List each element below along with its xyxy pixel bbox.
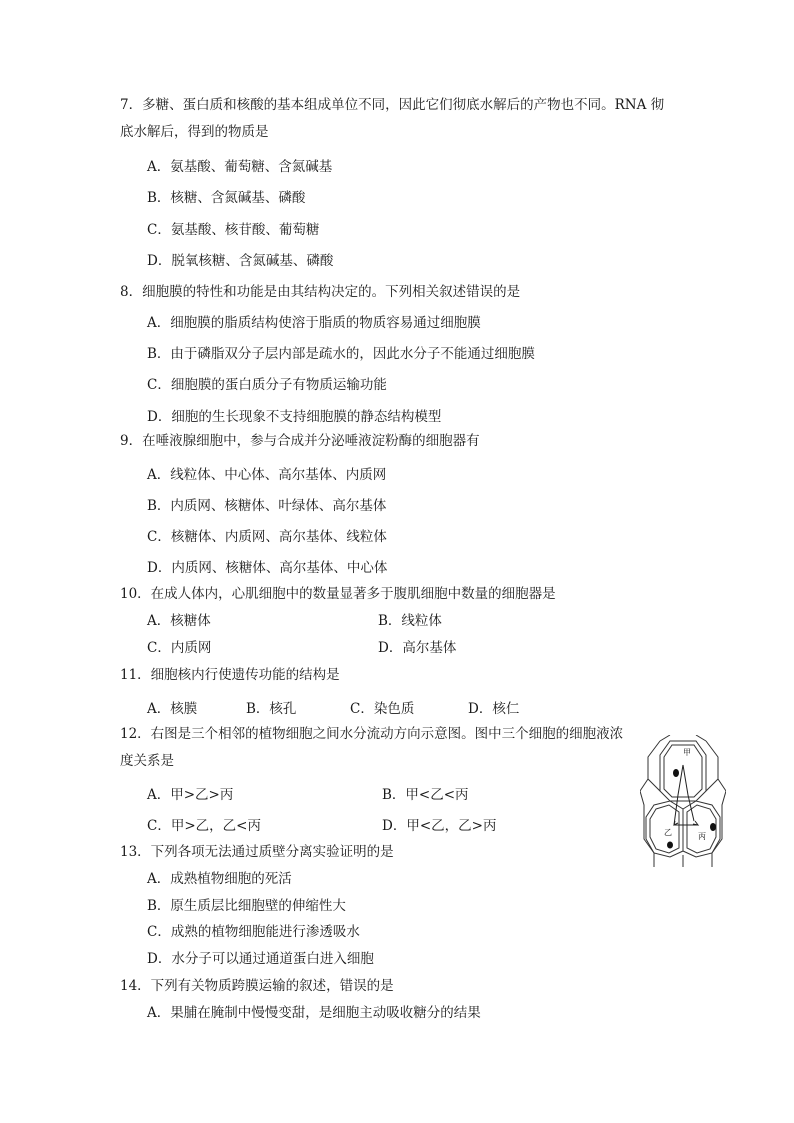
option-c: C．氨基酸、核苷酸、葡萄糖: [147, 222, 320, 238]
option-d: D．水分子可以通过通道蛋白进入细胞: [147, 951, 374, 967]
option-d: D．脱氧核糖、含氮碱基、磷酸: [147, 253, 334, 269]
option-b: B．核糖、含氮碱基、磷酸: [147, 190, 306, 206]
option-a: A．核糖体: [147, 613, 211, 629]
option-d: D．内质网、核糖体、高尔基体、中心体: [147, 560, 388, 576]
figure-label-jia: 甲: [683, 748, 691, 757]
option-d: D．高尔基体: [378, 640, 457, 656]
option-a: A．氨基酸、葡萄糖、含氮碱基: [147, 159, 333, 175]
question-stem: 14．下列有关物质跨膜运输的叙述，错误的是: [120, 978, 394, 994]
option-c: C．染色质: [350, 701, 415, 717]
option-d: D．核仁: [468, 701, 520, 717]
option-c: C．细胞膜的蛋白质分子有物质运输功能: [147, 377, 387, 393]
option-c: C．核糖体、内质网、高尔基体、线粒体: [147, 529, 387, 545]
option-a: A．核膜: [147, 701, 198, 717]
question-stem: 10．在成人体内，心肌细胞中的数量显著多于腹肌细胞中数量的细胞器是: [120, 586, 556, 602]
figure-label-yi: 乙: [664, 828, 672, 837]
option-a: A．成熟植物细胞的死活: [147, 871, 292, 887]
question-stem: 度关系是: [120, 753, 174, 769]
option-a: A．甲>乙>丙: [147, 787, 234, 803]
option-b: B．由于磷脂双分子层内部是疏水的，因此水分子不能通过细胞膜: [147, 346, 535, 362]
figure-label-bing: 丙: [698, 832, 706, 841]
option-c: C．甲>乙，乙<丙: [147, 818, 261, 834]
question-stem: 9．在唾液腺细胞中，参与合成并分泌唾液淀粉酶的细胞器有: [120, 433, 480, 449]
option-a: A．线粒体、中心体、高尔基体、内质网: [147, 467, 387, 483]
question-stem: 7．多糖、蛋白质和核酸的基本组成单位不同，因此它们彻底水解后的产物也不同。RNA 彻: [120, 97, 665, 113]
question-stem: 11．细胞核内行使遗传功能的结构是: [120, 667, 340, 683]
question-stem: 13．下列各项无法通过质壁分离实验证明的是: [120, 844, 394, 860]
question-stem: 底水解后，得到的物质是: [120, 124, 269, 140]
option-d: D．甲<乙，乙>丙: [382, 818, 497, 834]
option-d: D．细胞的生长现象不支持细胞膜的静态结构模型: [147, 409, 442, 425]
plant-cells-figure: [640, 735, 726, 867]
question-stem: 8．细胞膜的特性和功能是由其结构决定的。下列相关叙述错误的是: [120, 284, 521, 300]
option-b: B．核孔: [246, 701, 297, 717]
question-stem: 12．右图是三个相邻的植物细胞之间水分流动方向示意图。图中三个细胞的细胞液浓: [120, 726, 624, 742]
option-b: B．原生质层比细胞壁的伸缩性大: [147, 898, 346, 914]
option-a: A．细胞膜的脂质结构使溶于脂质的物质容易通过细胞膜: [147, 315, 481, 331]
option-c: C．内质网: [147, 640, 212, 656]
option-c: C．成熟的植物细胞能进行渗透吸水: [147, 924, 360, 940]
option-b: B．甲<乙<丙: [382, 787, 469, 803]
option-b: B．内质网、核糖体、叶绿体、高尔基体: [147, 498, 387, 514]
option-a: A．果脯在腌制中慢慢变甜，是细胞主动吸收糖分的结果: [147, 1005, 481, 1021]
option-b: B．线粒体: [378, 613, 442, 629]
